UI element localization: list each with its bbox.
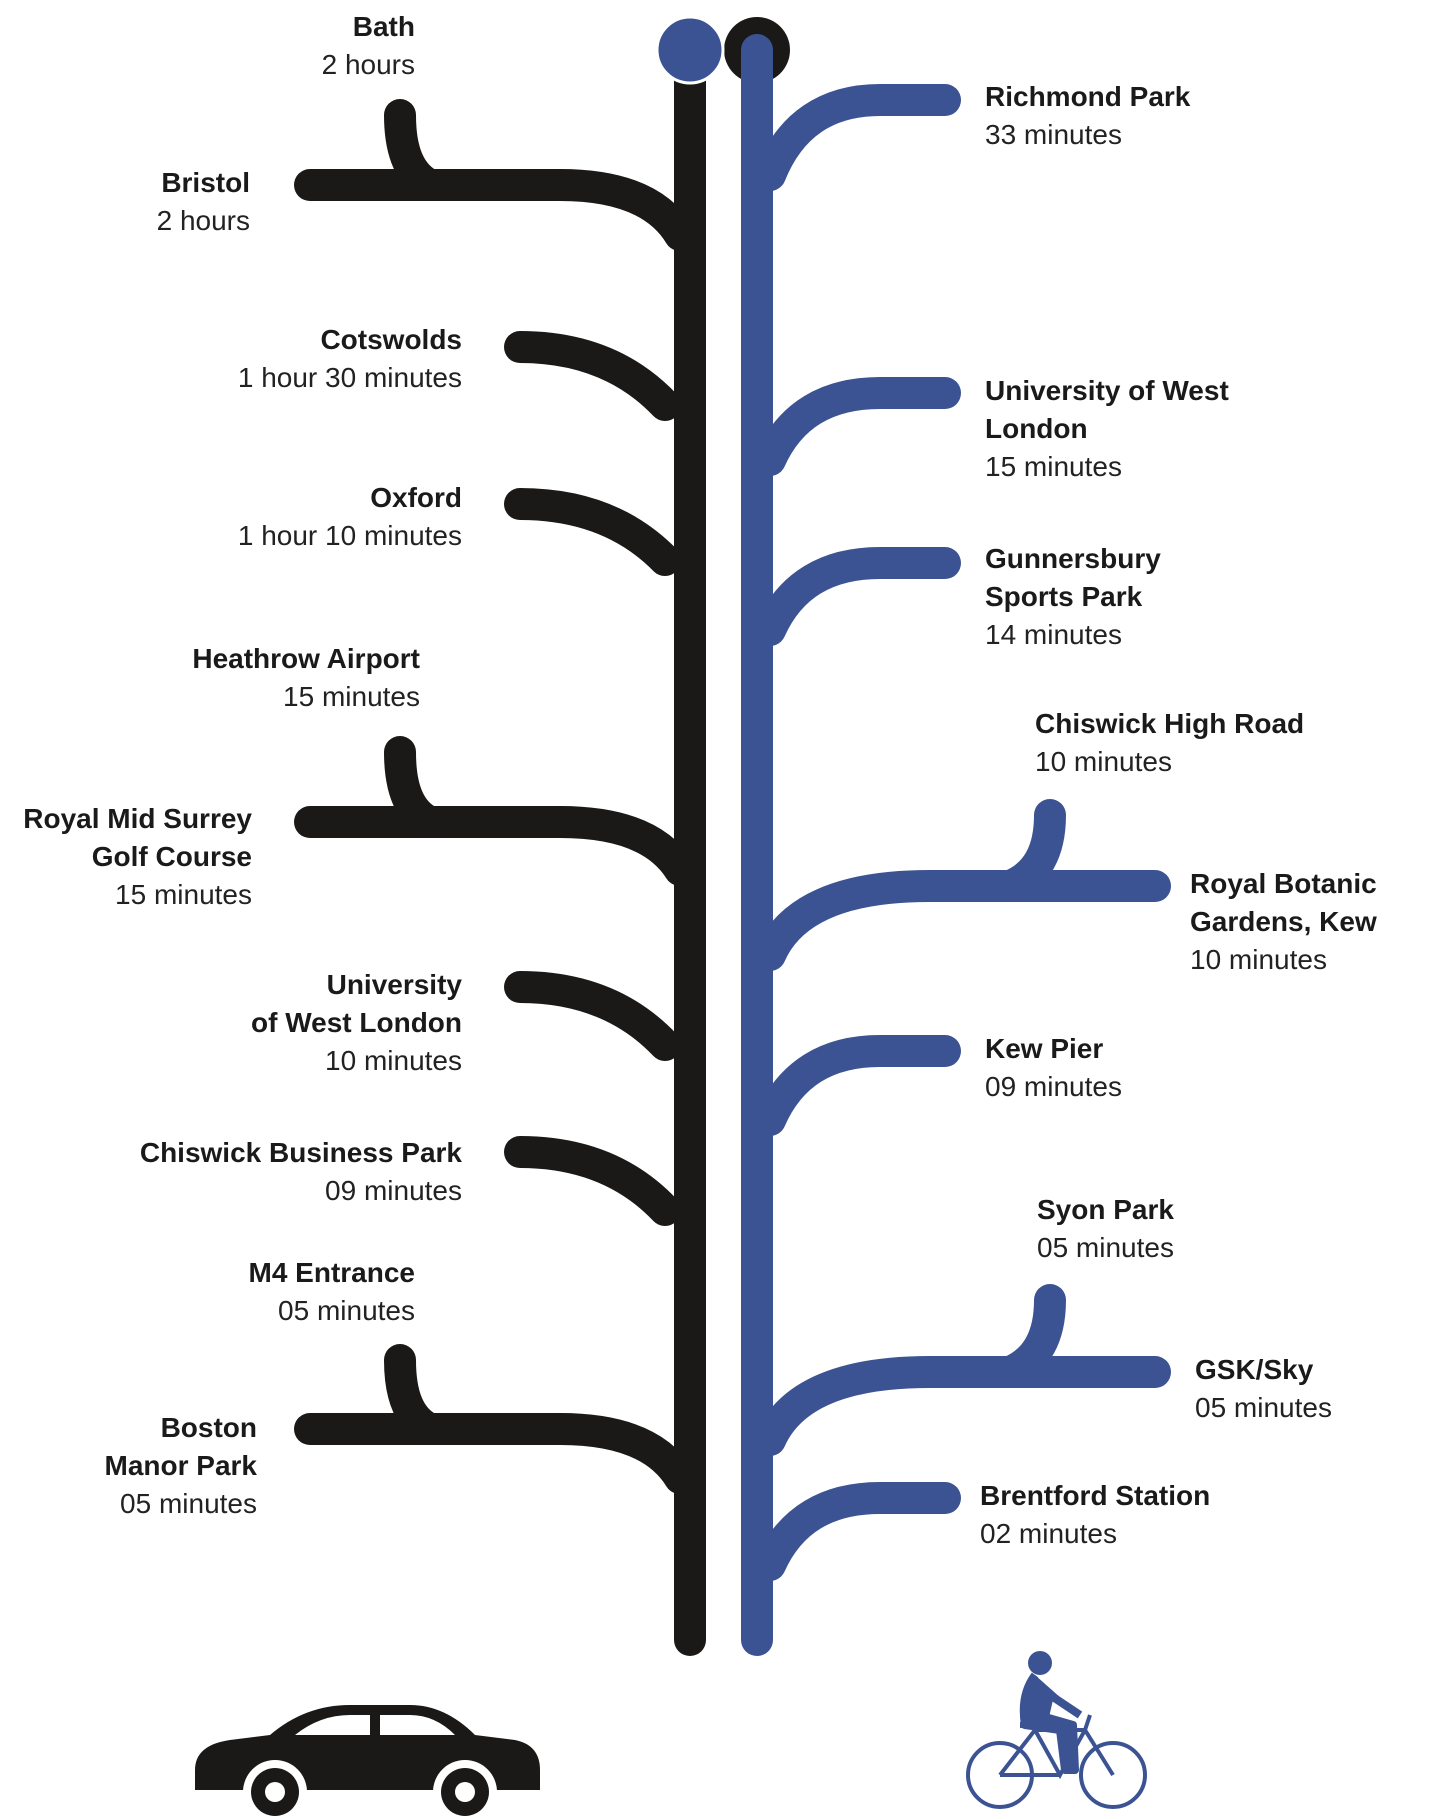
travel-time: 2 hours xyxy=(156,205,250,236)
car-branch-cotswolds xyxy=(520,347,665,405)
destination-name: GSK/Sky xyxy=(1195,1354,1314,1385)
car-branch-royal-mid-surrey xyxy=(310,822,680,870)
destination-name: Brentford Station xyxy=(980,1480,1211,1511)
destination-name: Bath xyxy=(352,11,415,42)
travel-time: 10 minutes xyxy=(1190,944,1327,975)
car-dest-royal-mid-surrey xyxy=(23,800,252,914)
car-branch-chiswick-bp xyxy=(520,1152,665,1210)
destination-name: M4 Entrance xyxy=(248,1257,415,1288)
travel-time: 15 minutes xyxy=(115,879,252,910)
travel-time: 33 minutes xyxy=(985,119,1122,150)
bike-dest-brentford xyxy=(980,1477,1210,1553)
bike-branch-kew-pier xyxy=(770,1051,945,1120)
bike-branch-kew-gardens xyxy=(770,886,1155,955)
travel-time: 05 minutes xyxy=(1037,1232,1174,1263)
bike-branch-richmond xyxy=(770,100,945,175)
destination-name: Richmond Park xyxy=(985,81,1191,112)
destination-name: Heathrow Airport xyxy=(192,643,420,674)
car-dest-boston-manor xyxy=(105,1409,258,1523)
car-dest-bath xyxy=(322,8,415,84)
travel-time: 2 hours xyxy=(321,49,415,80)
bike-branch-chiswick-high xyxy=(1010,815,1050,886)
travel-time: 09 minutes xyxy=(985,1071,1122,1102)
travel-time: 10 minutes xyxy=(1035,746,1172,777)
car-dest-chiswick-bp xyxy=(140,1134,462,1210)
travel-time: 05 minutes xyxy=(120,1488,257,1519)
bike-branch-uwl xyxy=(770,393,945,460)
destination-name: University of West London xyxy=(251,969,462,1038)
bike-dest-syon xyxy=(1037,1191,1174,1267)
bike-branch-syon xyxy=(1010,1300,1050,1372)
destination-name: Royal Mid Surrey Golf Course xyxy=(23,803,252,872)
cyclist-icon xyxy=(968,1651,1145,1807)
car-dest-heathrow xyxy=(192,640,420,716)
bike-branch-gunnersbury xyxy=(770,563,945,630)
travel-time: 15 minutes xyxy=(283,681,420,712)
destination-name: Chiswick Business Park xyxy=(139,1137,462,1168)
bike-dest-chiswick-high xyxy=(1035,705,1304,781)
car-dest-uwl xyxy=(251,966,462,1080)
travel-time: 1 hour 30 minutes xyxy=(237,362,462,393)
travel-time: 05 minutes xyxy=(278,1295,415,1326)
car-tree xyxy=(310,50,690,1640)
travel-time: 14 minutes xyxy=(985,619,1122,650)
travel-time: 10 minutes xyxy=(325,1045,462,1076)
car-dest-bristol xyxy=(157,164,250,240)
bike-dest-gunnersbury xyxy=(985,540,1161,654)
car-dest-oxford xyxy=(238,479,462,555)
car-dest-cotswolds xyxy=(238,321,462,397)
destination-name: Cotswolds xyxy=(320,324,462,355)
travel-time: 1 hour 10 minutes xyxy=(237,520,462,551)
destination-name: Oxford xyxy=(370,482,462,513)
destination-name: Boston Manor Park xyxy=(104,1412,257,1481)
bike-dest-kew-gardens xyxy=(1190,865,1377,979)
car-icon xyxy=(195,1705,540,1819)
bike-dest-richmond xyxy=(985,78,1190,154)
bike-dest-kew-pier xyxy=(985,1030,1122,1106)
destination-name: Syon Park xyxy=(1037,1194,1174,1225)
bike-tree-top xyxy=(657,17,723,83)
bike-branch-brentford xyxy=(770,1498,945,1565)
car-branch-bristol xyxy=(310,185,680,235)
destination-name: Chiswick High Road xyxy=(1035,708,1305,739)
car-branch-m4 xyxy=(400,1360,430,1429)
bike-tree xyxy=(757,50,1155,1640)
car-dest-m4 xyxy=(249,1254,416,1330)
travel-time: 05 minutes xyxy=(1195,1392,1332,1423)
travel-time: 09 minutes xyxy=(325,1175,462,1206)
destination-name: Kew Pier xyxy=(985,1033,1104,1064)
destination-name: University of West London xyxy=(985,375,1229,444)
bike-dest-gsk xyxy=(1195,1351,1332,1427)
car-branch-bath xyxy=(400,115,430,185)
car-branch-oxford xyxy=(520,504,665,560)
car-branch-uwl xyxy=(520,987,665,1045)
car-branch-boston-manor xyxy=(310,1429,680,1478)
destination-name: Bristol xyxy=(161,167,250,198)
bike-branch-gsk xyxy=(770,1372,1155,1440)
destination-name: Royal Botanic Gardens, Kew xyxy=(1190,868,1377,937)
travel-time: 02 minutes xyxy=(980,1518,1117,1549)
car-branch-heathrow xyxy=(400,752,430,822)
bike-dest-uwl xyxy=(985,372,1229,486)
destination-name: Gunnersbury Sports Park xyxy=(985,543,1161,612)
travel-time: 15 minutes xyxy=(985,451,1122,482)
